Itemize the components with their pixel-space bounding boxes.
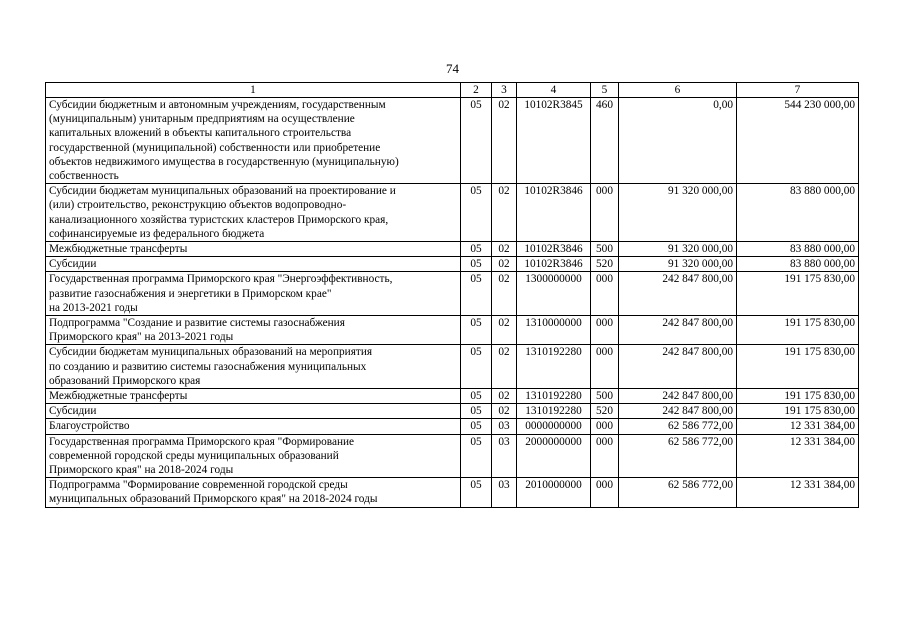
section-code-cell: 05 bbox=[461, 345, 492, 389]
amount-col-6-cell: 91 320 000,00 bbox=[619, 184, 737, 242]
subsection-code-cell: 03 bbox=[492, 478, 517, 507]
section-code-cell: 05 bbox=[461, 316, 492, 345]
table-row bbox=[46, 404, 859, 419]
header-col-5: 5 bbox=[591, 83, 619, 98]
target-article-cell: 1300000000 bbox=[517, 272, 591, 316]
budget-table bbox=[45, 82, 859, 508]
header-col-7: 7 bbox=[737, 83, 859, 98]
amount-col-7-cell: 12 331 384,00 bbox=[737, 419, 859, 434]
subsection-code-cell: 03 bbox=[492, 419, 517, 434]
amount-col-7-cell: 191 175 830,00 bbox=[737, 316, 859, 345]
target-article-cell: 0000000000 bbox=[517, 419, 591, 434]
table-row bbox=[46, 242, 859, 257]
subsection-code-cell: 02 bbox=[492, 242, 517, 257]
amount-col-6-cell: 242 847 800,00 bbox=[619, 345, 737, 389]
section-code-cell: 05 bbox=[461, 98, 492, 184]
table-row bbox=[46, 272, 859, 316]
section-code-cell: 05 bbox=[461, 419, 492, 434]
amount-col-7-cell: 544 230 000,00 bbox=[737, 98, 859, 184]
subsection-code-cell: 02 bbox=[492, 257, 517, 272]
row-name-cell: Подпрограмма "Создание и развитие системы газоснабжения Приморского края" на 2013-2021 годы bbox=[46, 316, 461, 345]
amount-col-6-cell: 62 586 772,00 bbox=[619, 478, 737, 507]
target-article-cell: 10102R3845 bbox=[517, 98, 591, 184]
expense-type-cell: 000 bbox=[591, 478, 619, 507]
row-name-cell: Субсидии bbox=[46, 404, 461, 419]
table-row bbox=[46, 478, 859, 507]
target-article-cell: 10102R3846 bbox=[517, 242, 591, 257]
expense-type-cell: 000 bbox=[591, 316, 619, 345]
target-article-cell: 2010000000 bbox=[517, 478, 591, 507]
section-code-cell: 05 bbox=[461, 257, 492, 272]
table-row bbox=[46, 98, 859, 184]
section-code-cell: 05 bbox=[461, 184, 492, 242]
table-row bbox=[46, 184, 859, 242]
target-article-cell: 1310192280 bbox=[517, 389, 591, 404]
expense-type-cell: 520 bbox=[591, 257, 619, 272]
row-name-cell: Межбюджетные трансферты bbox=[46, 242, 461, 257]
amount-col-6-cell: 91 320 000,00 bbox=[619, 257, 737, 272]
table-row bbox=[46, 389, 859, 404]
target-article-cell: 1310192280 bbox=[517, 404, 591, 419]
section-code-cell: 05 bbox=[461, 389, 492, 404]
table-body bbox=[46, 98, 859, 508]
target-article-cell: 2000000000 bbox=[517, 434, 591, 478]
expense-type-cell: 520 bbox=[591, 404, 619, 419]
amount-col-7-cell: 191 175 830,00 bbox=[737, 345, 859, 389]
expense-type-cell: 000 bbox=[591, 272, 619, 316]
target-article-cell: 1310192280 bbox=[517, 345, 591, 389]
amount-col-7-cell: 83 880 000,00 bbox=[737, 257, 859, 272]
subsection-code-cell: 02 bbox=[492, 98, 517, 184]
header-col-6: 6 bbox=[619, 83, 737, 98]
header-col-4: 4 bbox=[517, 83, 591, 98]
row-name-cell: Подпрограмма "Формирование современной городской среды муниципальных образований Приморского края" на 2018-2024 годы bbox=[46, 478, 461, 507]
table-row bbox=[46, 257, 859, 272]
section-code-cell: 05 bbox=[461, 404, 492, 419]
table-row bbox=[46, 316, 859, 345]
expense-type-cell: 000 bbox=[591, 419, 619, 434]
expense-type-cell: 000 bbox=[591, 184, 619, 242]
amount-col-6-cell: 91 320 000,00 bbox=[619, 242, 737, 257]
header-col-2: 2 bbox=[461, 83, 492, 98]
amount-col-6-cell: 0,00 bbox=[619, 98, 737, 184]
row-name-cell: Межбюджетные трансферты bbox=[46, 389, 461, 404]
amount-col-7-cell: 83 880 000,00 bbox=[737, 242, 859, 257]
amount-col-7-cell: 12 331 384,00 bbox=[737, 434, 859, 478]
amount-col-7-cell: 12 331 384,00 bbox=[737, 478, 859, 507]
target-article-cell: 10102R3846 bbox=[517, 184, 591, 242]
amount-col-7-cell: 191 175 830,00 bbox=[737, 272, 859, 316]
row-name-cell: Государственная программа Приморского края "Энергоэффективность, развитие газоснабжения и энергетики в Приморском крае" на 2013-2021 годы bbox=[46, 272, 461, 316]
row-name-cell: Государственная программа Приморского края "Формирование современной городской среды муниципальных образований Приморского края" на 2018-2024 годы bbox=[46, 434, 461, 478]
header-row bbox=[46, 83, 859, 98]
expense-type-cell: 500 bbox=[591, 242, 619, 257]
row-name-cell: Субсидии bbox=[46, 257, 461, 272]
header-col-3: 3 bbox=[492, 83, 517, 98]
amount-col-7-cell: 191 175 830,00 bbox=[737, 389, 859, 404]
expense-type-cell: 000 bbox=[591, 434, 619, 478]
amount-col-7-cell: 191 175 830,00 bbox=[737, 404, 859, 419]
section-code-cell: 05 bbox=[461, 272, 492, 316]
target-article-cell: 1310000000 bbox=[517, 316, 591, 345]
subsection-code-cell: 02 bbox=[492, 316, 517, 345]
section-code-cell: 05 bbox=[461, 242, 492, 257]
subsection-code-cell: 03 bbox=[492, 434, 517, 478]
subsection-code-cell: 02 bbox=[492, 272, 517, 316]
row-name-cell: Субсидии бюджетам муниципальных образований на проектирование и (или) строительство, реконструкцию объектов водопроводно- канализационного хозяйства туристских кластеров Приморского края, софинансируемые из федерального бюджета bbox=[46, 184, 461, 242]
expense-type-cell: 460 bbox=[591, 98, 619, 184]
table-row bbox=[46, 345, 859, 389]
section-code-cell: 05 bbox=[461, 434, 492, 478]
expense-type-cell: 500 bbox=[591, 389, 619, 404]
target-article-cell: 10102R3846 bbox=[517, 257, 591, 272]
amount-col-6-cell: 242 847 800,00 bbox=[619, 404, 737, 419]
amount-col-6-cell: 62 586 772,00 bbox=[619, 419, 737, 434]
subsection-code-cell: 02 bbox=[492, 345, 517, 389]
subsection-code-cell: 02 bbox=[492, 389, 517, 404]
page-number: 74 bbox=[446, 61, 459, 76]
subsection-code-cell: 02 bbox=[492, 184, 517, 242]
row-name-cell: Субсидии бюджетам муниципальных образований на мероприятия по созданию и развитию системы газоснабжения муниципальных образований Приморского края bbox=[46, 345, 461, 389]
row-name-cell: Благоустройство bbox=[46, 419, 461, 434]
table-row bbox=[46, 419, 859, 434]
amount-col-6-cell: 242 847 800,00 bbox=[619, 316, 737, 345]
amount-col-6-cell: 62 586 772,00 bbox=[619, 434, 737, 478]
amount-col-7-cell: 83 880 000,00 bbox=[737, 184, 859, 242]
table-row bbox=[46, 434, 859, 478]
amount-col-6-cell: 242 847 800,00 bbox=[619, 389, 737, 404]
subsection-code-cell: 02 bbox=[492, 404, 517, 419]
expense-type-cell: 000 bbox=[591, 345, 619, 389]
row-name-cell: Субсидии бюджетным и автономным учреждениям, государственным (муниципальным) унитарным предприятиям на осуществление капитальных вложений в объекты капитального строительства государственной (муниципальной) собственности или приобретение объектов недвижимого имущества в государственную (муниципальную) собственность bbox=[46, 98, 461, 184]
section-code-cell: 05 bbox=[461, 478, 492, 507]
amount-col-6-cell: 242 847 800,00 bbox=[619, 272, 737, 316]
header-col-1: 1 bbox=[46, 83, 461, 98]
